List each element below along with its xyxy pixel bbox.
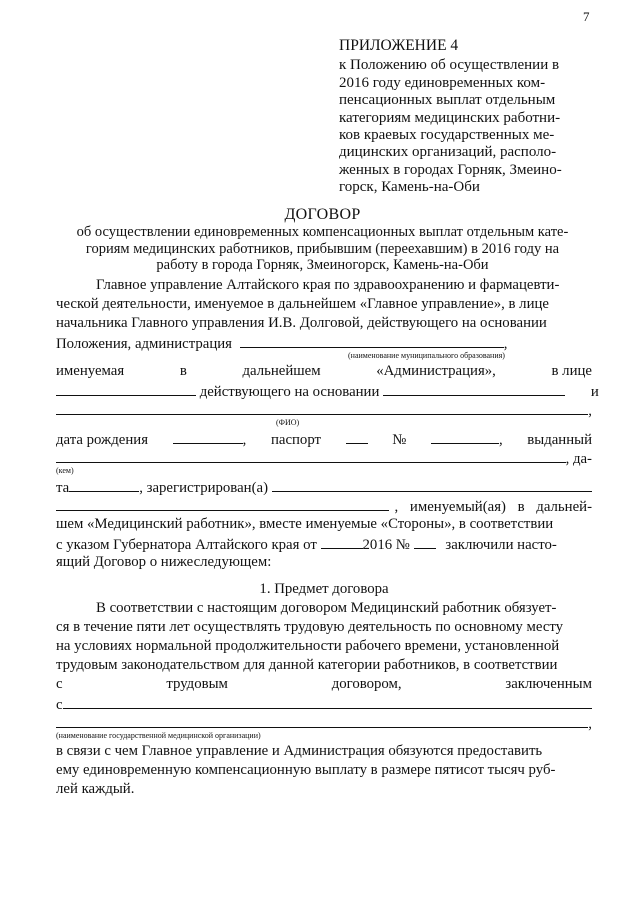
text-line: В соответствии с настоящим договором Медицинский работник обязует- <box>96 600 557 616</box>
subtitle-line: гориям медицинских работников, прибывшим (переехавшим) в 2016 году на <box>85 240 560 257</box>
text-line <box>56 496 592 515</box>
decree-year-label: 2016 № <box>362 537 410 553</box>
date-end-label: та <box>56 480 70 496</box>
text-line-justified <box>56 429 592 448</box>
registered-label: , зарегистрирован(а) <box>139 480 269 496</box>
with-label: с <box>56 697 63 713</box>
word: заключенным <box>505 676 592 692</box>
fio-blank[interactable] <box>56 400 588 415</box>
text-line: ему единовременную компенсационную выплату в размере пятисот тысяч руб- <box>56 762 556 778</box>
named-label: , именуемый(ая) в дальней- <box>394 499 592 515</box>
caption-row <box>56 465 592 477</box>
page-number: 7 <box>583 9 590 24</box>
passport-number-blank[interactable] <box>431 429 499 444</box>
address-blank[interactable] <box>272 477 592 492</box>
contract-body <box>56 276 599 799</box>
text-line-justified <box>56 362 592 381</box>
appendix-line: горск, Камень-на-Оби <box>339 179 480 196</box>
text-line: в связи с чем Главное управление и Администрация обязуются предоставить <box>56 743 543 759</box>
subtitle-line: работу в города Горняк, Змеиногорск, Камень-на-Оби <box>156 257 489 273</box>
basis-blank[interactable] <box>383 381 565 396</box>
birth-date-label: дата рождения <box>56 432 149 448</box>
text-line <box>56 534 592 553</box>
text-line: ящий Договор о нижеследующем: <box>56 554 272 570</box>
comma: , <box>242 432 247 448</box>
document-heading <box>50 206 595 274</box>
comma: , <box>498 432 503 448</box>
document-title: ДОГОВОР <box>284 206 361 223</box>
text-line <box>56 477 592 496</box>
appendix-line: к Положению об осуществлении в <box>339 57 560 74</box>
word: дальнейшем <box>242 363 321 379</box>
caption-municipal: (наименование муниципального образования) <box>348 351 505 360</box>
caption-row <box>56 730 592 742</box>
appendix-title: ПРИЛОЖЕНИЕ 4 <box>339 37 459 54</box>
caption-fio: (ФИО) <box>276 418 300 427</box>
appendix-line: 2016 году единовременных ком- <box>339 74 546 91</box>
text-line: трудовым законодательством для данной категории работников, в соответствии <box>56 657 558 673</box>
text-line-justified <box>56 675 592 694</box>
date-start-label: , да- <box>565 451 592 467</box>
and-label: и <box>590 384 599 400</box>
number-sign: № <box>392 432 407 448</box>
text-line: лей каждый. <box>56 781 135 797</box>
caption-row <box>56 417 592 429</box>
organization-blank[interactable] <box>63 694 592 709</box>
caption-row <box>56 350 592 362</box>
decree-number-blank[interactable] <box>414 534 436 549</box>
passport-series-blank[interactable] <box>346 429 368 444</box>
acting-basis-label: действующего на основании <box>199 384 380 400</box>
word: с <box>56 676 63 692</box>
appendix-description <box>339 57 577 196</box>
text-line: Главное управление Алтайского края по здравоохранению и фармацевти- <box>96 277 560 293</box>
decree-date-blank[interactable] <box>321 534 363 549</box>
comma: , <box>588 403 592 419</box>
text-line: начальника Главного управления И.В. Долговой, действующего на основании <box>56 315 547 331</box>
municipality-blank[interactable] <box>240 333 504 348</box>
appendix-line: ков краевых государственных ме- <box>339 127 555 144</box>
comma: , <box>588 716 592 732</box>
word: именуемая <box>56 363 125 379</box>
issued-by-blank[interactable] <box>56 448 566 463</box>
word: в <box>179 363 187 379</box>
appendix-line: категориям медицинских работни- <box>339 109 561 126</box>
word: трудовым <box>166 676 228 692</box>
organization-continued-blank[interactable] <box>56 713 588 728</box>
administration-label: Положения, администрация <box>56 336 232 352</box>
subtitle-line: об осуществлении единовременных компенсационных выплат отдельным кате- <box>76 224 569 240</box>
comma: , <box>503 336 508 352</box>
caption-kem: (кем) <box>56 466 74 475</box>
representative-blank[interactable] <box>56 381 196 396</box>
concluded-label: заключили насто- <box>445 537 557 553</box>
passport-label: паспорт <box>270 432 321 448</box>
caption-organization: (наименование государственной медицинской организации) <box>56 731 261 740</box>
text-line: ся в течение пяти лет осуществлять трудовую деятельность по основному месту <box>56 619 564 635</box>
issued-label: выданный <box>527 432 592 448</box>
address-continued-blank[interactable] <box>56 496 389 511</box>
document-subtitle <box>50 224 595 274</box>
appendix-block <box>339 37 577 197</box>
appendix-line: женных в городах Горняк, Змеино- <box>339 161 562 178</box>
text-line: на условиях нормальной продолжительности рабочего времени, установленной <box>56 638 560 654</box>
text-line <box>56 694 592 713</box>
issue-date-blank[interactable] <box>69 477 139 492</box>
decree-label: с указом Губернатора Алтайского края от <box>56 537 317 553</box>
word: «Администрация», <box>376 363 496 379</box>
word: в лице <box>551 363 592 379</box>
birth-date-blank[interactable] <box>173 429 243 444</box>
text-line: шем «Медицинский работник», вместе именуемые «Стороны», в соответствии <box>56 516 554 532</box>
text-line: ческой деятельности, именуемое в дальнейшем «Главное управление», в лице <box>56 296 549 312</box>
text-line <box>56 381 599 400</box>
word: договором, <box>331 676 402 692</box>
appendix-line: дицинских организаций, располо- <box>339 144 557 161</box>
section-title: 1. Предмет договора <box>259 581 389 597</box>
appendix-line: пенсационных выплат отдельным <box>339 92 556 109</box>
